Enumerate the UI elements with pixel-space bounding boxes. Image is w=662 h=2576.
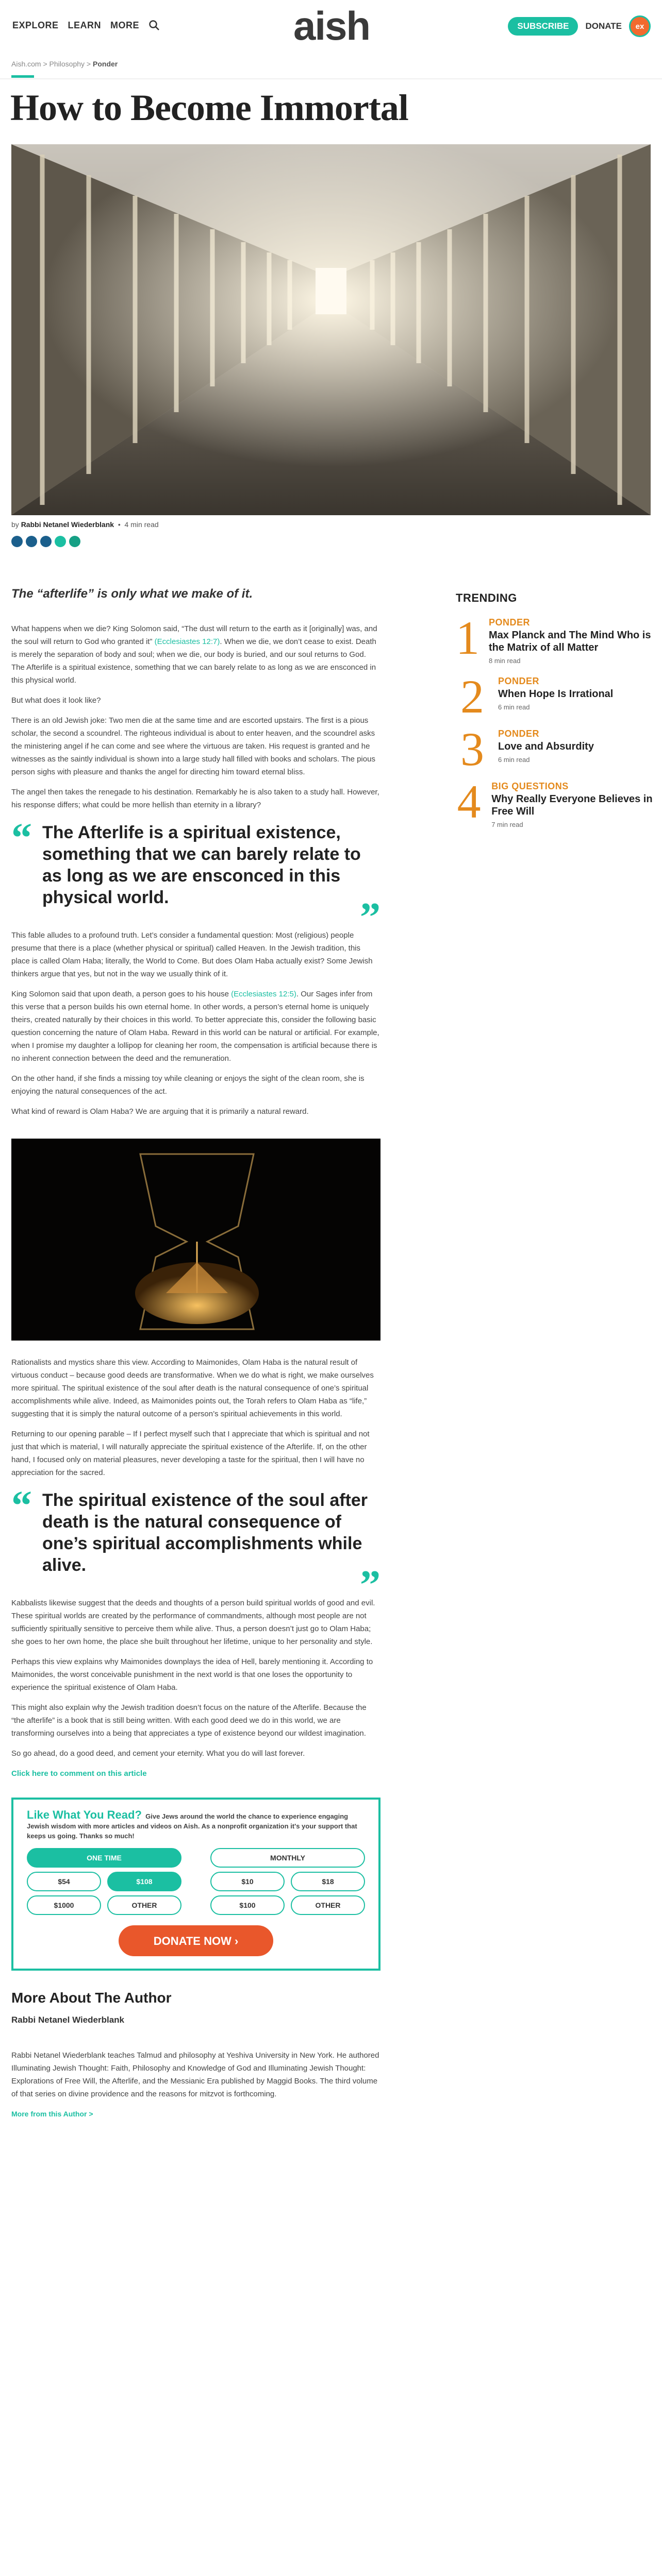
article-subtitle: The “afterlife” is only what we make of it. (11, 587, 253, 601)
trending-info (498, 728, 594, 770)
paragraph: Kabbalists likewise suggest that the deeds and thoughts of a person build spiritual worlds of good and evil. These spiritual worlds are created by the performance of commandments, although most people are not sufficiently spiritually sensitive to perceive them while alive. Thus, a person doesn’t just go to Olam Haba; she goes to her own home, the place she built throughout her lifetime, unique to her personality and style. (11, 1599, 375, 1646)
trending-title[interactable]: When Hope Is Irrational (498, 688, 614, 700)
search-icon[interactable] (148, 20, 160, 31)
close-quote-icon: ” (360, 895, 380, 940)
print-share-icon[interactable] (69, 536, 80, 547)
trending-number: 1 (456, 612, 479, 664)
share-buttons (11, 536, 80, 547)
donation-options (27, 1848, 365, 1915)
byline: by Rabbi Netanel Wiederblank • 4 min read (11, 520, 159, 529)
pull-quote-text: The spiritual existence of the soul after death is the natural consequence of one’s spiritual accomplishments while alive. (42, 1490, 368, 1575)
donate-link[interactable]: DONATE (585, 21, 622, 31)
trending-number: 3 (460, 723, 484, 775)
nav-more[interactable]: MORE (110, 20, 140, 30)
author-name[interactable]: Rabbi Netanel Wiederblank (11, 2015, 125, 2025)
amount-option[interactable]: $54 (27, 1872, 101, 1891)
donate-now-button[interactable] (119, 1925, 273, 1956)
article-body (11, 586, 380, 2121)
chevron-right-icon: › (234, 1934, 239, 1947)
author-bio: Rabbi Netanel Wiederblank teaches Talmud and philosophy at Yeshiva University in New York. He authored Illuminating Jewish Thought: Faith, Philosophy and Knowledge of God and Illuminating Jewish Thought: Explorations of Free Will, the Afterlife, and the Messianic Era published by Maggid Books. The third volume of that series on divine providence and the reasons for mitzvot is forthcoming. (11, 2051, 379, 2098)
email-share-icon[interactable] (55, 536, 66, 547)
trending-read-time: 6 min read (498, 756, 530, 764)
trending-item[interactable] (456, 723, 657, 775)
donation-intro (27, 1810, 365, 1841)
trending-read-time: 7 min read (491, 821, 523, 828)
close-quote-icon: ” (360, 1563, 380, 1608)
paragraph: The angel then takes the renegade to his destination. Remarkably he is also taken to a study hall. However, his response differs; what could be more hellish than eternity in a library? (11, 788, 379, 809)
paragraph: What kind of reward is Olam Haba? We are arguing that it is primarily a natural reward. (11, 1107, 309, 1116)
trending-read-time: 8 min read (489, 657, 521, 665)
header-divider (0, 78, 662, 79)
pull-quote (11, 816, 380, 940)
twitter-share-icon[interactable] (26, 536, 37, 547)
aish-logo[interactable]: aish (293, 3, 370, 48)
main-nav (12, 20, 160, 31)
paragraph-text: . When we die, we don’t cease to exist. Death is merely the separation of body and soul; when we die, our body is buried, and our soul returns to God. The Afterlife is a spiritual existence, something that we can barely relate to as long as we are ensconced in this physical world. (11, 637, 376, 685)
trending-info (491, 781, 657, 828)
nav-explore[interactable]: EXPLORE (12, 20, 59, 30)
comment-link[interactable]: Click here to comment on this article (11, 1769, 147, 1778)
trending-item[interactable] (456, 670, 657, 723)
paragraph: This might also explain why the Jewish tradition doesn’t focus on the nature of the Afterlife. Because the “the afterlife” is a book that is still being written. With each good deed we do in this world, we are transforming ourselves into a being that appreciates a type of existence beyond our wildest imagination. (11, 1703, 367, 1738)
monthly-amounts (210, 1872, 365, 1915)
author-link[interactable]: Rabbi Netanel Wiederblank (21, 520, 114, 529)
amount-option[interactable]: $1000 (27, 1895, 101, 1915)
trending-category: PONDER (498, 728, 540, 739)
breadcrumb-home[interactable]: Aish.com (11, 60, 41, 68)
breadcrumb-separator: > (85, 60, 93, 68)
breadcrumb-current[interactable]: Ponder (93, 60, 118, 68)
paragraph: So go ahead, do a good deed, and cement your eternity. What you do will last forever. (11, 1749, 305, 1758)
trending-sidebar (456, 591, 657, 840)
page-title: How to Become Immortal (10, 87, 408, 128)
more-from-author-link[interactable]: More from this Author > (11, 2110, 93, 2118)
breadcrumb (11, 60, 118, 68)
trending-title[interactable]: Max Planck and The Mind Who is the Matrix of all Matter (489, 630, 651, 653)
nav-learn[interactable]: LEARN (68, 20, 102, 30)
author-section (11, 1991, 380, 2121)
one-time-column (27, 1848, 181, 1915)
open-quote-icon: “ (11, 1483, 32, 1529)
hourglass-illustration (11, 1139, 380, 1341)
paragraph: There is an old Jewish joke: Two men die at the same time and are escorted upstairs. The first is a pious scholar, the second a scoundrel. The righteous individual is about to enter heaven, and the scoundrel asks the ministering angel if he can come and see where the virtuous are taken. His request is granted and he witnesses as the saintly individual is shown into a large study hall filled with books and scholars. The pious person sighs with pleasure and thanks the angel for directing him toward eternal bliss. (11, 716, 375, 776)
trending-item[interactable] (456, 612, 657, 665)
hero-image (11, 144, 651, 515)
amount-option[interactable]: $10 (210, 1872, 285, 1891)
trending-title[interactable]: Why Really Everyone Believes in Free Will (491, 793, 653, 817)
amount-option[interactable]: OTHER (291, 1895, 365, 1915)
pull-quote-text: The Afterlife is a spiritual existence, something that we can barely relate to as long as we are ensconced in this physical world. (42, 823, 361, 907)
amount-option[interactable]: OTHER (107, 1895, 181, 1915)
donation-text: Give Jews around the world the chance to experience engaging Jewish wisdom with more articles and videos on Aish. As a nonprofit organization it's your support that keeps us going. Thanks so much! (27, 1812, 357, 1840)
donate-now-label: DONATE NOW (153, 1934, 231, 1947)
paragraph: Rationalists and mystics share this view. According to Maimonides, Olam Haba is the natural result of virtuous conduct – because good deeds are transformative. When we do what is right, we make ourselves more spiritual. The spiritual existence of the soul after death is the natural consequence of one’s spiritual accomplishments while alive. Indeed, as Maimonides points out, the Torah refers to Olam Haba as “life,” suggesting that it is simply the natural outcome of a person’s spiritual achievements in this world. (11, 1358, 374, 1418)
breadcrumb-section[interactable]: Philosophy (49, 60, 85, 68)
hourglass-image (11, 1139, 380, 1341)
paragraph: But what does it look like? (11, 696, 101, 705)
paragraph: Returning to our opening parable – If I perfect myself such that I appreciate that which is spiritual and not just that which is material, I will naturally appreciate the spiritual existence of the Afterlife. If, on the other hand, I focused only on material pleasures, never developing a taste for the spiritual, then I will have no appreciation for the sacred. (11, 1430, 370, 1477)
site-header (0, 0, 662, 52)
donation-box (11, 1798, 380, 1971)
trending-info (489, 617, 657, 665)
amount-option[interactable]: $18 (291, 1872, 365, 1891)
trending-number: 4 (457, 775, 481, 828)
trending-read-time: 6 min read (498, 703, 530, 711)
scripture-link[interactable]: (Ecclesiastes 12:5) (231, 990, 296, 998)
header-actions (508, 15, 651, 37)
byline-prefix: by (11, 520, 21, 529)
one-time-amounts (27, 1872, 181, 1915)
avatar[interactable]: ex (629, 15, 651, 37)
corridor-illustration (11, 144, 651, 515)
trending-title[interactable]: Love and Absurdity (498, 741, 594, 752)
one-time-tab[interactable]: ONE TIME (27, 1848, 181, 1868)
scripture-link[interactable]: (Ecclesiastes 12:7) (154, 637, 220, 646)
amount-option[interactable]: $100 (210, 1895, 285, 1915)
paragraph (11, 622, 380, 687)
trending-category: PONDER (489, 617, 531, 628)
amount-option[interactable]: $108 (107, 1872, 181, 1891)
breadcrumb-separator: > (41, 60, 49, 68)
whatsapp-share-icon[interactable] (40, 536, 52, 547)
trending-category: PONDER (498, 676, 540, 686)
paragraph: On the other hand, if she finds a missing toy while cleaning or enjoys the sight of the clean room, she is enjoying the natural consequences of the act. (11, 1074, 365, 1096)
subscribe-button[interactable]: SUBSCRIBE (508, 17, 578, 36)
paragraph (11, 988, 380, 1065)
pull-quote (11, 1483, 380, 1608)
trending-item[interactable] (456, 775, 657, 828)
paragraph-text: King Solomon said that upon death, a person goes to his house (11, 990, 229, 998)
author-section-heading: More About The Author (11, 1990, 172, 2006)
trending-heading: TRENDING (456, 591, 517, 604)
paragraph: This fable alludes to a profound truth. Let’s consider a fundamental question: Most (religious) people presume that there is a place (whether physical or spiritual) called Heaven. In the Jewish tradition, this place is called Olam Haba; literally, the World to Come. But does Olam Haba actually exist? Some Jewish thinkers argue that yes, but not in the way we usually think of it. (11, 931, 373, 978)
trending-info (498, 676, 613, 717)
monthly-column (210, 1848, 365, 1915)
paragraph-text: What happens when we die? King Solomon said, “The dust will return to the earth as it [originally] was, and the soul will return to God who granted it” (11, 624, 377, 646)
trending-number: 2 (460, 670, 484, 723)
read-time: 4 min read (124, 520, 159, 529)
open-quote-icon: “ (11, 816, 32, 861)
trending-category: BIG QUESTIONS (491, 781, 569, 791)
paragraph: Perhaps this view explains why Maimonides downplays the idea of Hell, barely mentioning it. According to Maimonides, the worst conceivable punishment in the next world is that one loses the opportunity to experience the spiritual existence of Olam Haba. (11, 1657, 373, 1692)
paragraph-text: . Our Sages infer from this verse that a person builds his own eternal home. In other words, a person’s eternal home is uniquely theirs, created naturally by their choices in this world. To better appreciate this, consider the following basic question concerning the nature of Olam Haba. Reward in this world can be natural or artificial. For example, when I promise my daughter a lollipop for cleaning her room, the compensation is artificial because there is no inherent connection between the deed and the remuneration. (11, 990, 379, 1063)
facebook-share-icon[interactable] (11, 536, 23, 547)
monthly-tab[interactable]: MONTHLY (210, 1848, 365, 1868)
title-accent-bar (11, 75, 34, 78)
donation-heading: Like What You Read? (27, 1808, 142, 1821)
